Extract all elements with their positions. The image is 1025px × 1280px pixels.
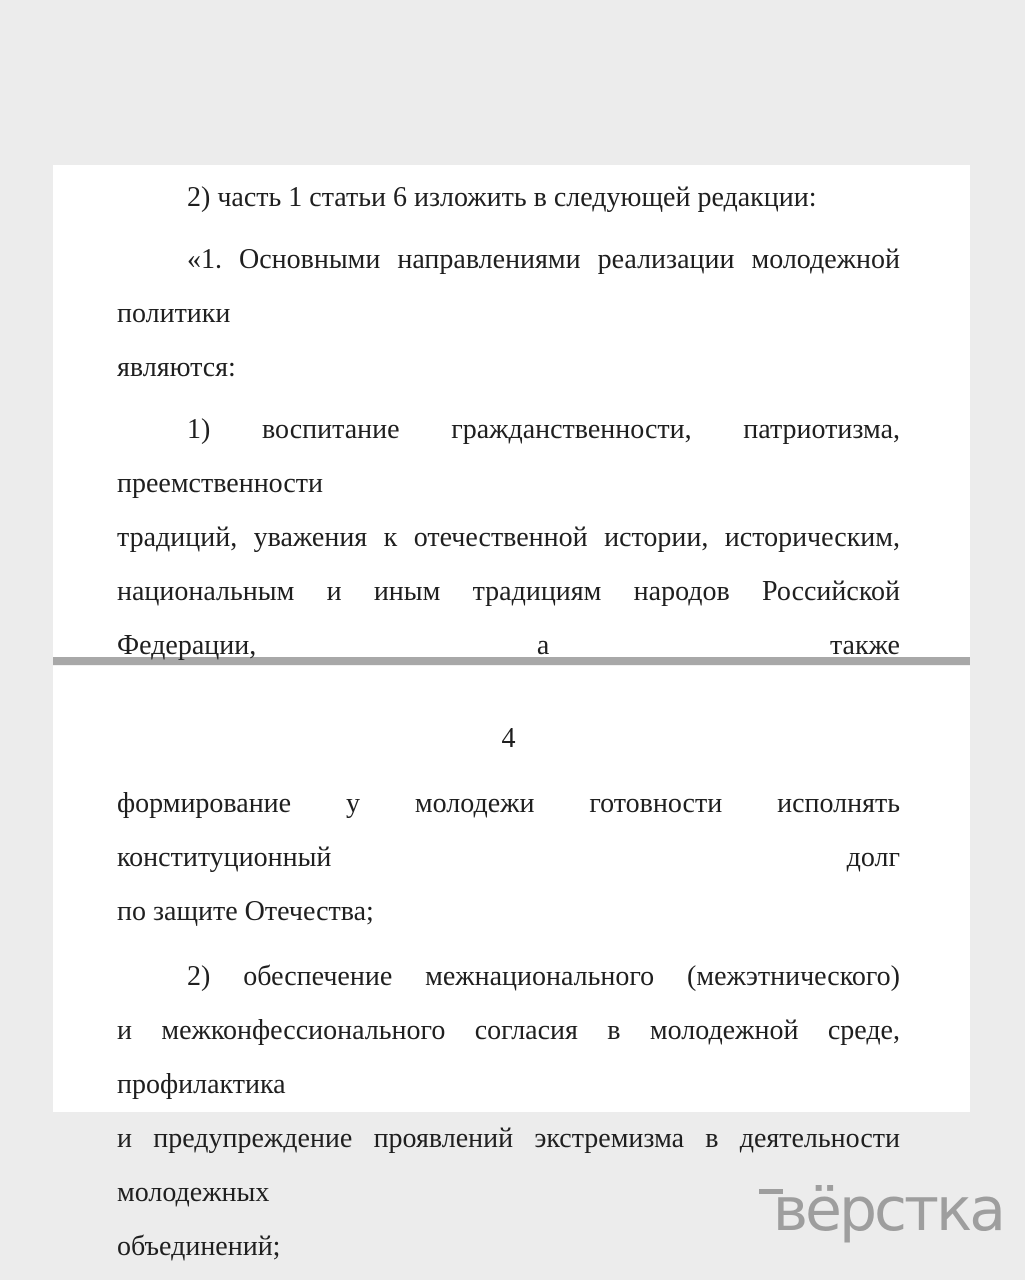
document-line: по защите Отечества;	[117, 896, 374, 927]
document-line: и предупреждение проявлений экстремизма в деятельности молодежных	[117, 1123, 900, 1208]
paragraph	[117, 233, 900, 395]
document-line: являются:	[117, 352, 236, 383]
document-line: «1. Основными направлениями реализации молодежной политики	[117, 244, 900, 329]
document-line: 2) обеспечение межнационального (межэтнического)	[187, 961, 900, 992]
paragraph	[117, 171, 900, 225]
document-line: объединений;	[117, 1231, 281, 1262]
paragraph	[117, 777, 900, 939]
document-line: формирование у молодежи готовности исполнять конституционный долг	[117, 788, 900, 873]
paragraph	[117, 403, 900, 673]
document-line: 1) воспитание гражданственности, патриотизма, преемственности	[117, 414, 900, 499]
document-line: национальным и иным традициям народов Российской Федерации, а также	[117, 576, 900, 661]
document-line: традиций, уважения к отечественной истории, историческим,	[117, 522, 900, 553]
document-line: 2) часть 1 статьи 6 изложить в следующей редакции:	[187, 182, 817, 213]
verstka-watermark-logo: вёрстка	[759, 1180, 1003, 1240]
document-page-3	[53, 165, 970, 661]
document-line: и межконфессионального согласия в молодежной среде, профилактика	[117, 1015, 900, 1100]
page-number: 4	[501, 723, 516, 754]
